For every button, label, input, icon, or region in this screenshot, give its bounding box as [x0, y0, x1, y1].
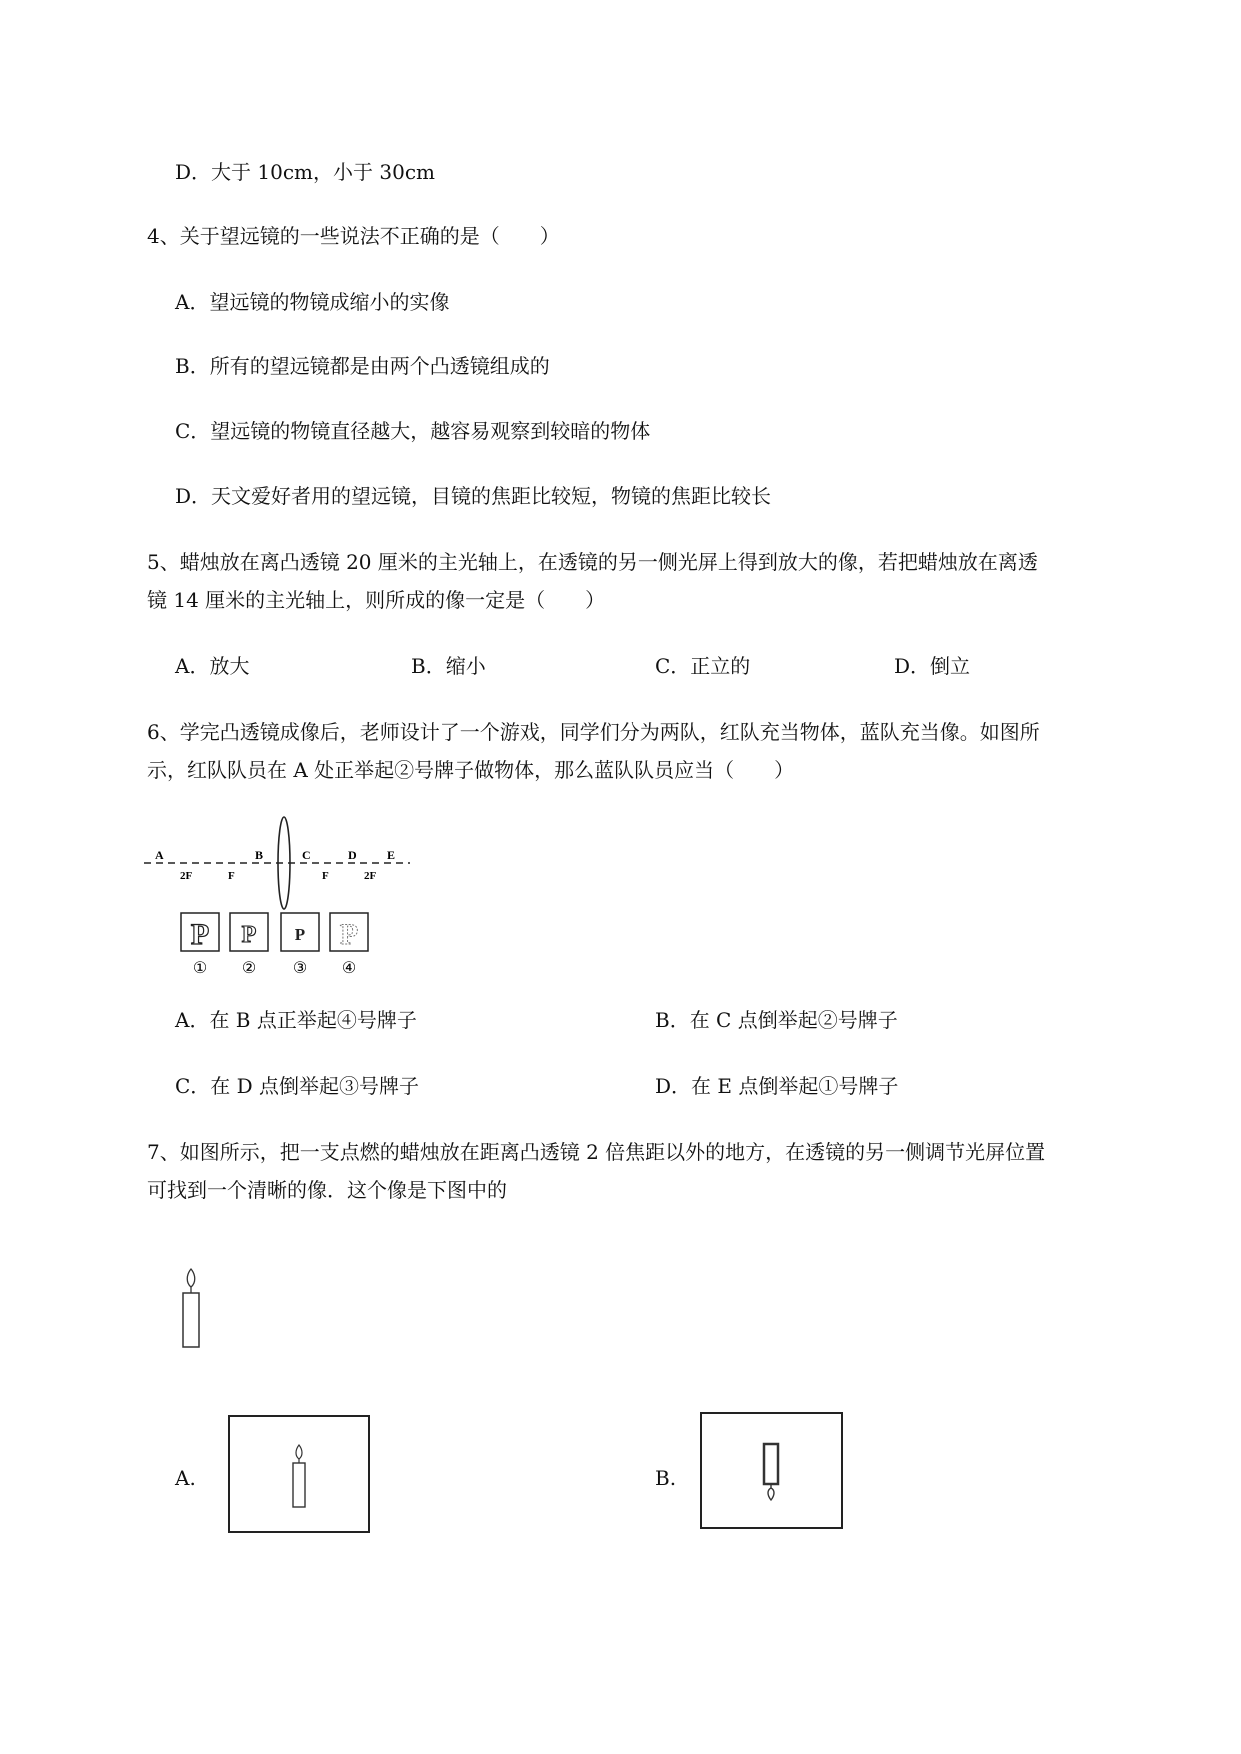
focal-f-right: F [322, 870, 329, 882]
q7-stem-line1: 7、如图所示，把一支点燃的蜡烛放在距离凸透镜 2 倍焦距以外的地方，在透镜的另一侧调节光屏位置 [147, 1140, 1046, 1164]
q6-option-d: D．在 E 点倒举起①号牌子 [655, 1074, 899, 1098]
q5-option-d: D．倒立 [894, 654, 971, 678]
q7-option-b-label: B. [655, 1466, 677, 1490]
point-e-label: E [387, 848, 396, 862]
card-4-letter: P [339, 918, 359, 951]
q5-option-c: C．正立的 [655, 654, 751, 678]
focal-2f-right: 2F [364, 870, 377, 882]
candle-body [183, 1293, 199, 1347]
q6-stem-line1: 6、学完凸透镜成像后，老师设计了一个游戏，同学们分为两队，红队充当物体，蓝队充当像。如图所 [147, 720, 1040, 744]
q6-option-b: B．在 C 点倒举起②号牌子 [655, 1008, 898, 1032]
q7-option-b-figure [700, 1412, 844, 1530]
q6-option-a: A．在 B 点正举起④号牌子 [175, 1008, 417, 1032]
q7-stem-line2: 可找到一个清晰的像．这个像是下图中的 [147, 1178, 507, 1202]
q6-option-c: C．在 D 点倒举起③号牌子 [175, 1074, 420, 1098]
q6-lens-figure [140, 815, 420, 975]
card-2-letter: P [241, 922, 257, 948]
candle-flame [296, 1445, 302, 1459]
focal-2f-left: 2F [180, 870, 193, 882]
point-c-label: C [302, 848, 311, 862]
q4-option-b: B．所有的望远镜都是由两个凸透镜组成的 [175, 354, 550, 378]
q6-stem-line2: 示，红队队员在 A 处正举起②号牌子做物体，那么蓝队队员应当（ ） [147, 758, 795, 782]
card-1-number: ① [192, 960, 208, 975]
point-d-label: D [348, 848, 357, 862]
card-2-number: ② [241, 960, 257, 975]
card-4-number: ④ [341, 960, 357, 975]
card-3-number: ③ [292, 960, 308, 975]
q4-option-d: D．天文爱好者用的望远镜，目镜的焦距比较短，物镜的焦距比较长 [175, 484, 772, 508]
candle-body [293, 1463, 305, 1507]
q4-option-c: C．望远镜的物镜直径越大，越容易观察到较暗的物体 [175, 419, 651, 443]
q5-option-a: A．放大 [175, 654, 250, 678]
q7-option-a-label: A. [175, 1466, 196, 1490]
q3-option-d: D．大于 10cm，小于 30cm [175, 160, 435, 184]
q7-option-a-figure [228, 1415, 370, 1533]
candle-body [764, 1444, 778, 1484]
q5-option-b: B．缩小 [411, 654, 486, 678]
point-b-label: B [255, 848, 264, 862]
card-3-letter: P [294, 925, 306, 944]
candle-flame [187, 1269, 195, 1287]
q4-stem: 4、关于望远镜的一些说法不正确的是（ ） [147, 224, 560, 248]
point-a-label: A [155, 848, 164, 862]
q5-stem-line1: 5、蜡烛放在离凸透镜 20 厘米的主光轴上，在透镜的另一侧光屏上得到放大的像，若把蜡烛放在离透 [147, 550, 1038, 574]
q5-stem-line2: 镜 14 厘米的主光轴上，则所成的像一定是（ ） [147, 588, 606, 612]
card-1-letter: P [190, 918, 210, 951]
q4-option-a: A．望远镜的物镜成缩小的实像 [175, 290, 450, 314]
focal-f-left: F [228, 870, 235, 882]
reference-candle [176, 1265, 206, 1350]
